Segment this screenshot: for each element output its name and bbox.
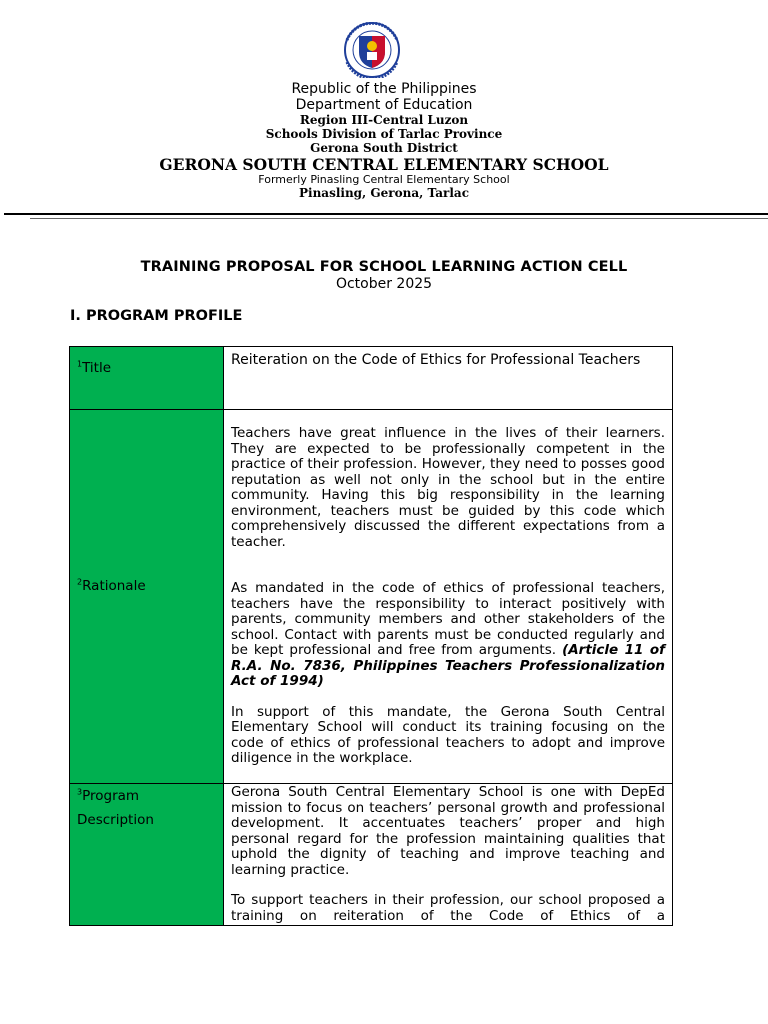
department-line: Department of Education xyxy=(295,97,473,113)
description-paragraph-1: Gerona South Central Elementary School is one with DepEd mission to focus on teachers’ personal growth and professional development. It accentuates teachers’ proper and high personal regard for the profession maintaining qualities that uphold the dignity of teaching and improve teaching and learning practice. xyxy=(231,784,665,878)
header-divider xyxy=(4,213,768,215)
rationale-paragraph-2 xyxy=(231,581,665,690)
program-description-row xyxy=(70,784,673,926)
deped-seal-logo xyxy=(335,22,409,78)
description-label-line-1: Program xyxy=(82,788,140,804)
rationale-paragraph-3: In support of this mandate, the Gerona South Central Elementary School will conduct its training focusing on the code of ethics of professional teachers to adopt and improve diligence in the workplace. xyxy=(231,703,665,766)
rationale-paragraph-2-text: As mandated in the code of ethics of professional teachers, teachers have the responsibility to interact positively with parents, community members and other stakeholders of the school. Contact with parents must be conducted regularly and be kept professional and free from arguments. xyxy=(231,580,665,658)
description-label-cell xyxy=(70,784,224,926)
rationale-citation: (Article 11 of R.A. No. 7836, Philippines Teachers Professionalization Act of 1994) xyxy=(231,642,665,689)
title-value-cell xyxy=(224,347,673,410)
description-paragraph-2: To support teachers in their profession, our school proposed a training on reiteration of the Code of Ethics of a xyxy=(231,892,665,924)
address-line: Pinasling, Gerona, Tarlac xyxy=(298,186,469,200)
division-line: Schools Division of Tarlac Province xyxy=(265,127,503,141)
rationale-label: Rationale xyxy=(82,578,146,594)
rationale-label-number: 2 xyxy=(77,577,83,587)
title-label: Title xyxy=(82,360,112,376)
rationale-value-cell xyxy=(224,410,673,784)
description-label-number: 3 xyxy=(77,787,83,797)
rationale-row xyxy=(70,410,673,784)
rationale-label-cell xyxy=(70,410,224,784)
school-name: GERONA SOUTH CENTRAL ELEMENTARY SCHOOL xyxy=(159,155,609,174)
title-row xyxy=(70,347,673,410)
program-profile-table xyxy=(69,346,673,926)
title-label-number: 1 xyxy=(77,359,83,369)
rationale-paragraph-1: Teachers have great influence in the lives of their learners. They are expected to be professionally competent in the practice of their profession. However, they need to posses good reputation as well not only in the school but in the entire community. Having this big responsibility in the learning environment, teachers must be guided by this code which comprehensively discussed the different expectations from a teacher. xyxy=(231,425,665,550)
document-title: TRAINING PROPOSAL FOR SCHOOL LEARNING ACTION CELL xyxy=(140,259,628,275)
republic-line: Republic of the Philippines xyxy=(291,81,477,97)
region-line: Region III-Central Luzon xyxy=(299,113,469,127)
district-line: Gerona South District xyxy=(310,141,458,155)
header-divider-shadow xyxy=(30,218,768,219)
title-label-cell xyxy=(70,347,224,410)
document-date: October 2025 xyxy=(335,276,433,292)
description-value-cell xyxy=(224,784,673,926)
formerly-line: Formerly Pinasling Central Elementary School xyxy=(258,173,510,186)
section-heading: I. PROGRAM PROFILE xyxy=(70,308,243,324)
title-value: Reiteration on the Code of Ethics for Professional Teachers xyxy=(231,352,641,368)
description-label-line-2: Description xyxy=(77,812,154,828)
